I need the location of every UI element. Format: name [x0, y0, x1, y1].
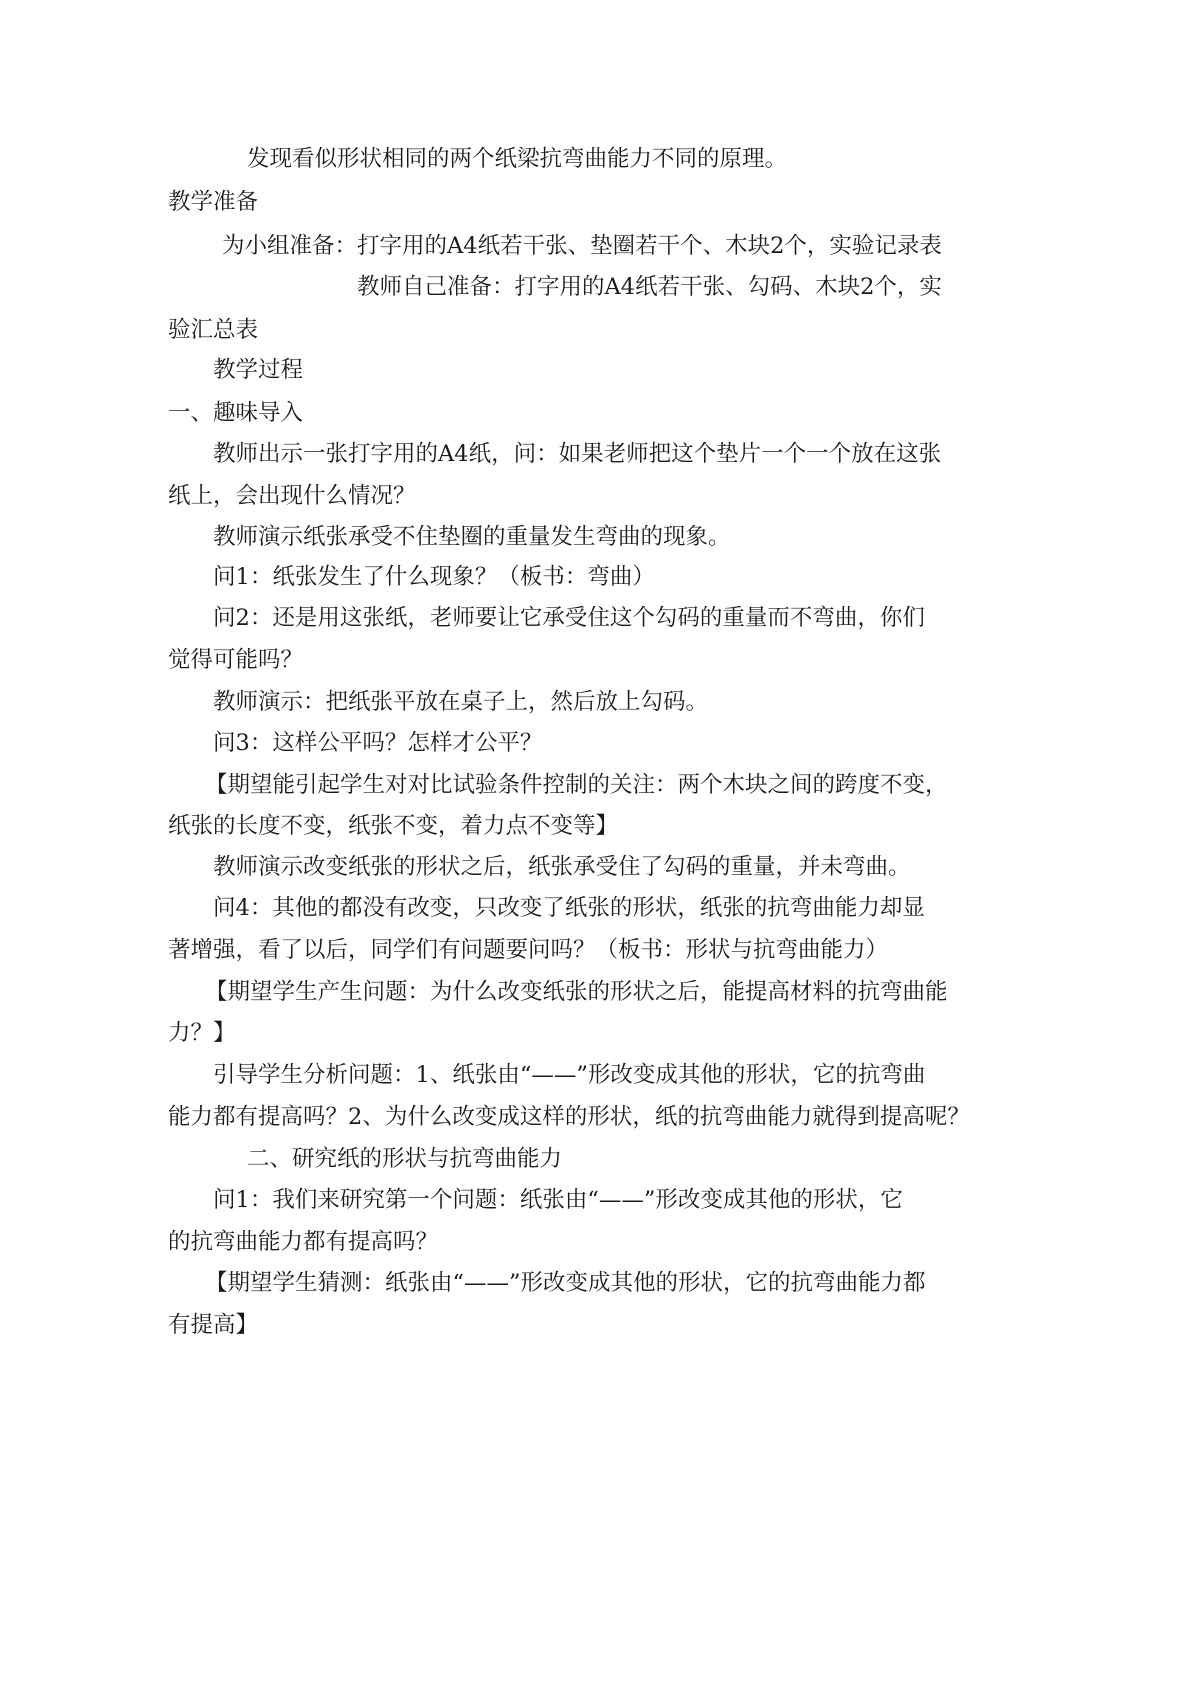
question-line: 问1：纸张发生了什么现象？（板书：弯曲）: [213, 564, 655, 590]
group-preparation-line: 为小组准备：打字用的A4纸若干张、垫圈若干个、木块2个，实验记录表: [222, 233, 942, 259]
paragraph-line: 教师演示：把纸张平放在桌子上，然后放上勾码。: [213, 689, 709, 715]
paragraph-line: 教师出示一张打字用的A4纸，问：如果老师把这个垫片一个一个放在这张: [213, 441, 942, 467]
question-line: 著增强，看了以后，同学们有问题要问吗？（板书：形状与抗弯曲能力）: [168, 937, 889, 963]
question-line: 的抗弯曲能力都有提高吗？: [168, 1229, 439, 1255]
expectation-line: 有提高】: [168, 1312, 259, 1338]
principle-line: 发现看似形状相同的两个纸梁抗弯曲能力不同的原理。: [247, 146, 788, 172]
question-line: 觉得可能吗？: [168, 647, 304, 673]
question-line: 问4：其他的都没有改变，只改变了纸张的形状，纸张的抗弯曲能力却显: [213, 895, 925, 921]
paragraph-line: 教师演示改变纸张的形状之后，纸张承受住了勾码的重量，并未弯曲。: [213, 854, 911, 880]
question-line: 问1：我们来研究第一个问题：纸张由“——”形改变成其他的形状，它: [213, 1187, 903, 1213]
expectation-line: 【期望学生猜测：纸张由“——”形改变成其他的形状，它的抗弯曲能力都: [205, 1270, 926, 1296]
teacher-preparation-line: 教师自己准备：打字用的A4纸若干张、勾码、木块2个，实: [357, 274, 942, 300]
paragraph-line: 教师演示纸张承受不住垫圈的重量发生弯曲的现象。: [213, 524, 731, 550]
paragraph-line: 能力都有提高吗？2、为什么改变成这样的形状，纸的抗弯曲能力就得到提高呢？: [168, 1104, 970, 1130]
expectation-line: 纸张的长度不变，纸张不变，着力点不变等】: [168, 813, 619, 839]
paragraph-line: 引导学生分析问题：1、纸张由“——”形改变成其他的形状，它的抗弯曲: [213, 1062, 926, 1088]
expectation-line: 力？】: [168, 1020, 236, 1046]
subsection-heading-research: 二、研究纸的形状与抗弯曲能力: [247, 1146, 563, 1172]
section-heading-preparation: 教学准备: [168, 189, 259, 215]
question-line: 问3：这样公平吗？怎样才公平？: [213, 730, 543, 756]
subsection-heading-intro: 一、趣味导入: [168, 400, 304, 426]
teacher-preparation-continued: 验汇总表: [168, 317, 259, 343]
question-line: 问2：还是用这张纸，老师要让它承受住这个勾码的重量而不弯曲，你们: [213, 605, 925, 631]
section-heading-process: 教学过程: [213, 357, 304, 383]
expectation-line: 【期望学生产生问题：为什么改变纸张的形状之后，能提高材料的抗弯曲能: [205, 979, 948, 1005]
expectation-line: 【期望能引起学生对对比试验条件控制的关注：两个木块之间的跨度不变，: [205, 772, 948, 798]
paragraph-line: 纸上，会出现什么情况？: [168, 483, 416, 509]
